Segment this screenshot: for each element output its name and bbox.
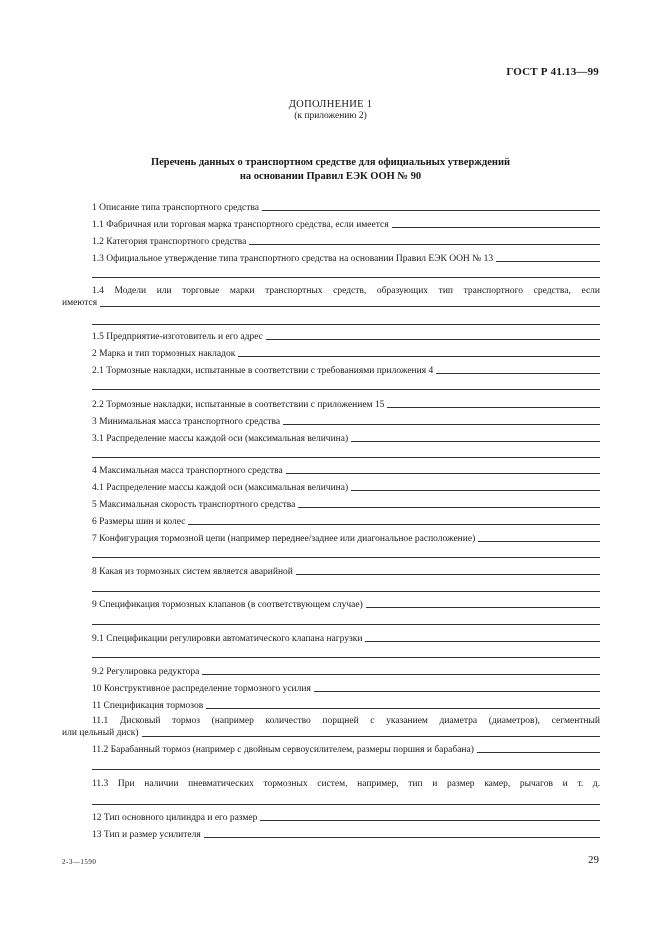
- form-item-3: 3 Минимальная масса транспортного средства: [92, 414, 600, 427]
- blank-line[interactable]: [92, 277, 600, 278]
- form-item-1-4: 1.4 Модели или торговые марки транспортных средств, образующих тип транспортного средства, если имеются: [62, 286, 600, 308]
- fill-line[interactable]: [249, 234, 600, 245]
- form-item-1-2: 1.2 Категория транспортного средства: [92, 234, 600, 247]
- form-item-11-3: 11.3 При наличии пневматических тормозных систем, например, тип и размер камер, рычагов и т. д.: [92, 779, 600, 789]
- fill-line[interactable]: [142, 727, 601, 737]
- fill-line[interactable]: [238, 346, 600, 357]
- form-item-2: 2 Марка и тип тормозных накладок: [92, 346, 600, 359]
- form-item-1-5: 1.5 Предприятие-изготовитель и его адрес: [92, 329, 600, 342]
- form-item-1-1: 1.1 Фабричная или торговая марка транспортного средства, если имеется: [92, 217, 600, 230]
- form-item-11-1: 11.1 Дисковый тормоз (например количество порщней с указанием диаметра (диаметров), сегментный или цельный диск): [62, 716, 600, 738]
- fill-line[interactable]: [206, 698, 600, 709]
- form-item-9: 9 Спецификация тормозных клапанов (в соответствующем случае): [92, 597, 600, 610]
- form-item-2-1: 2.1 Тормозные накладки, испытанные в соответствии с требованиями приложения 4: [92, 363, 600, 376]
- fill-line[interactable]: [314, 681, 600, 692]
- form-item-9-1: 9.1 Спецификации регулировки автоматического клапана нагрузки: [92, 631, 600, 644]
- fill-line[interactable]: [296, 564, 600, 575]
- list-title-line1: Перечень данных о транспортном средстве для официальных утверждений: [150, 157, 511, 168]
- fill-line[interactable]: [392, 217, 600, 228]
- blank-line[interactable]: [92, 457, 600, 458]
- blank-line[interactable]: [92, 324, 600, 325]
- blank-line[interactable]: [92, 804, 600, 805]
- form-item-9-2: 9.2 Регулировка редуктора: [92, 664, 600, 677]
- form-item-11-2: 11.2 Барабанный тормоз (например с двойным сервоусилителем, размеры поршня и барабана): [92, 742, 600, 755]
- fill-line[interactable]: [387, 397, 600, 408]
- fill-line[interactable]: [262, 200, 600, 211]
- form-item-13: 13 Тип и размер усилителя: [92, 827, 600, 840]
- fill-line[interactable]: [351, 480, 600, 491]
- fill-line[interactable]: [204, 827, 600, 838]
- fill-line[interactable]: [436, 363, 600, 374]
- appendix-title: ДОПОЛНЕНИЕ 1: [288, 99, 373, 110]
- blank-line[interactable]: [92, 657, 600, 658]
- appendix-subtitle: (к приложению 2): [294, 111, 367, 121]
- form-item-4: 4 Максимальная масса транспортного средства: [92, 463, 600, 476]
- form-item-6: 6 Размеры шин и колес: [92, 514, 600, 527]
- form-item-7: 7 Конфигурация тормозной цепи (например переднее/заднее или диагональное расположение): [92, 531, 600, 544]
- fill-line[interactable]: [188, 514, 600, 525]
- fill-line[interactable]: [365, 631, 600, 642]
- fill-line[interactable]: [366, 597, 600, 608]
- fill-line[interactable]: [286, 463, 600, 474]
- form-item-3-1: 3.1 Распределение массы каждой оси (максимальная величина): [92, 431, 600, 444]
- fill-line[interactable]: [298, 497, 600, 508]
- fill-line[interactable]: [351, 431, 600, 442]
- form-item-1-3: 1.3 Официальное утверждение типа транспортного средства на основании Правил ЕЭК ООН № 13: [92, 251, 600, 264]
- form-item-2-2: 2.2 Тормозные накладки, испытанные в соответствии с приложением 15: [92, 397, 600, 410]
- print-code: 2-3—1590: [62, 858, 97, 866]
- blank-line[interactable]: [92, 591, 600, 592]
- blank-line[interactable]: [92, 389, 600, 390]
- fill-line[interactable]: [260, 810, 600, 821]
- standard-number: ГОСТ Р 41.13—99: [506, 66, 599, 78]
- fill-line[interactable]: [478, 531, 600, 542]
- form-item-4-1: 4.1 Распределение массы каждой оси (максимальная величина): [92, 480, 600, 493]
- blank-line[interactable]: [92, 769, 600, 770]
- list-title-line2: на основании Правил ЕЭК ООН № 90: [239, 171, 422, 182]
- form-item-1: 1 Описание типа транспортного средства: [92, 200, 600, 213]
- fill-line[interactable]: [100, 297, 600, 307]
- fill-line[interactable]: [266, 329, 600, 340]
- fill-line[interactable]: [477, 742, 600, 753]
- form-item-12: 12 Тип основного цилиндра и его размер: [92, 810, 600, 823]
- fill-line[interactable]: [202, 664, 600, 675]
- page-number: 29: [588, 854, 599, 866]
- form-item-11: 11 Спецификация тормозов: [92, 698, 600, 711]
- form-item-5: 5 Максимальная скорость транспортного средства: [92, 497, 600, 510]
- blank-line[interactable]: [92, 557, 600, 558]
- form-item-10: 10 Конструктивное распределение тормозного усилия: [92, 681, 600, 694]
- fill-line[interactable]: [283, 414, 600, 425]
- blank-line[interactable]: [92, 624, 600, 625]
- list-title: [0, 156, 661, 184]
- fill-line[interactable]: [496, 251, 600, 262]
- form-item-8: 8 Какая из тормозных систем является аварийной: [92, 564, 600, 577]
